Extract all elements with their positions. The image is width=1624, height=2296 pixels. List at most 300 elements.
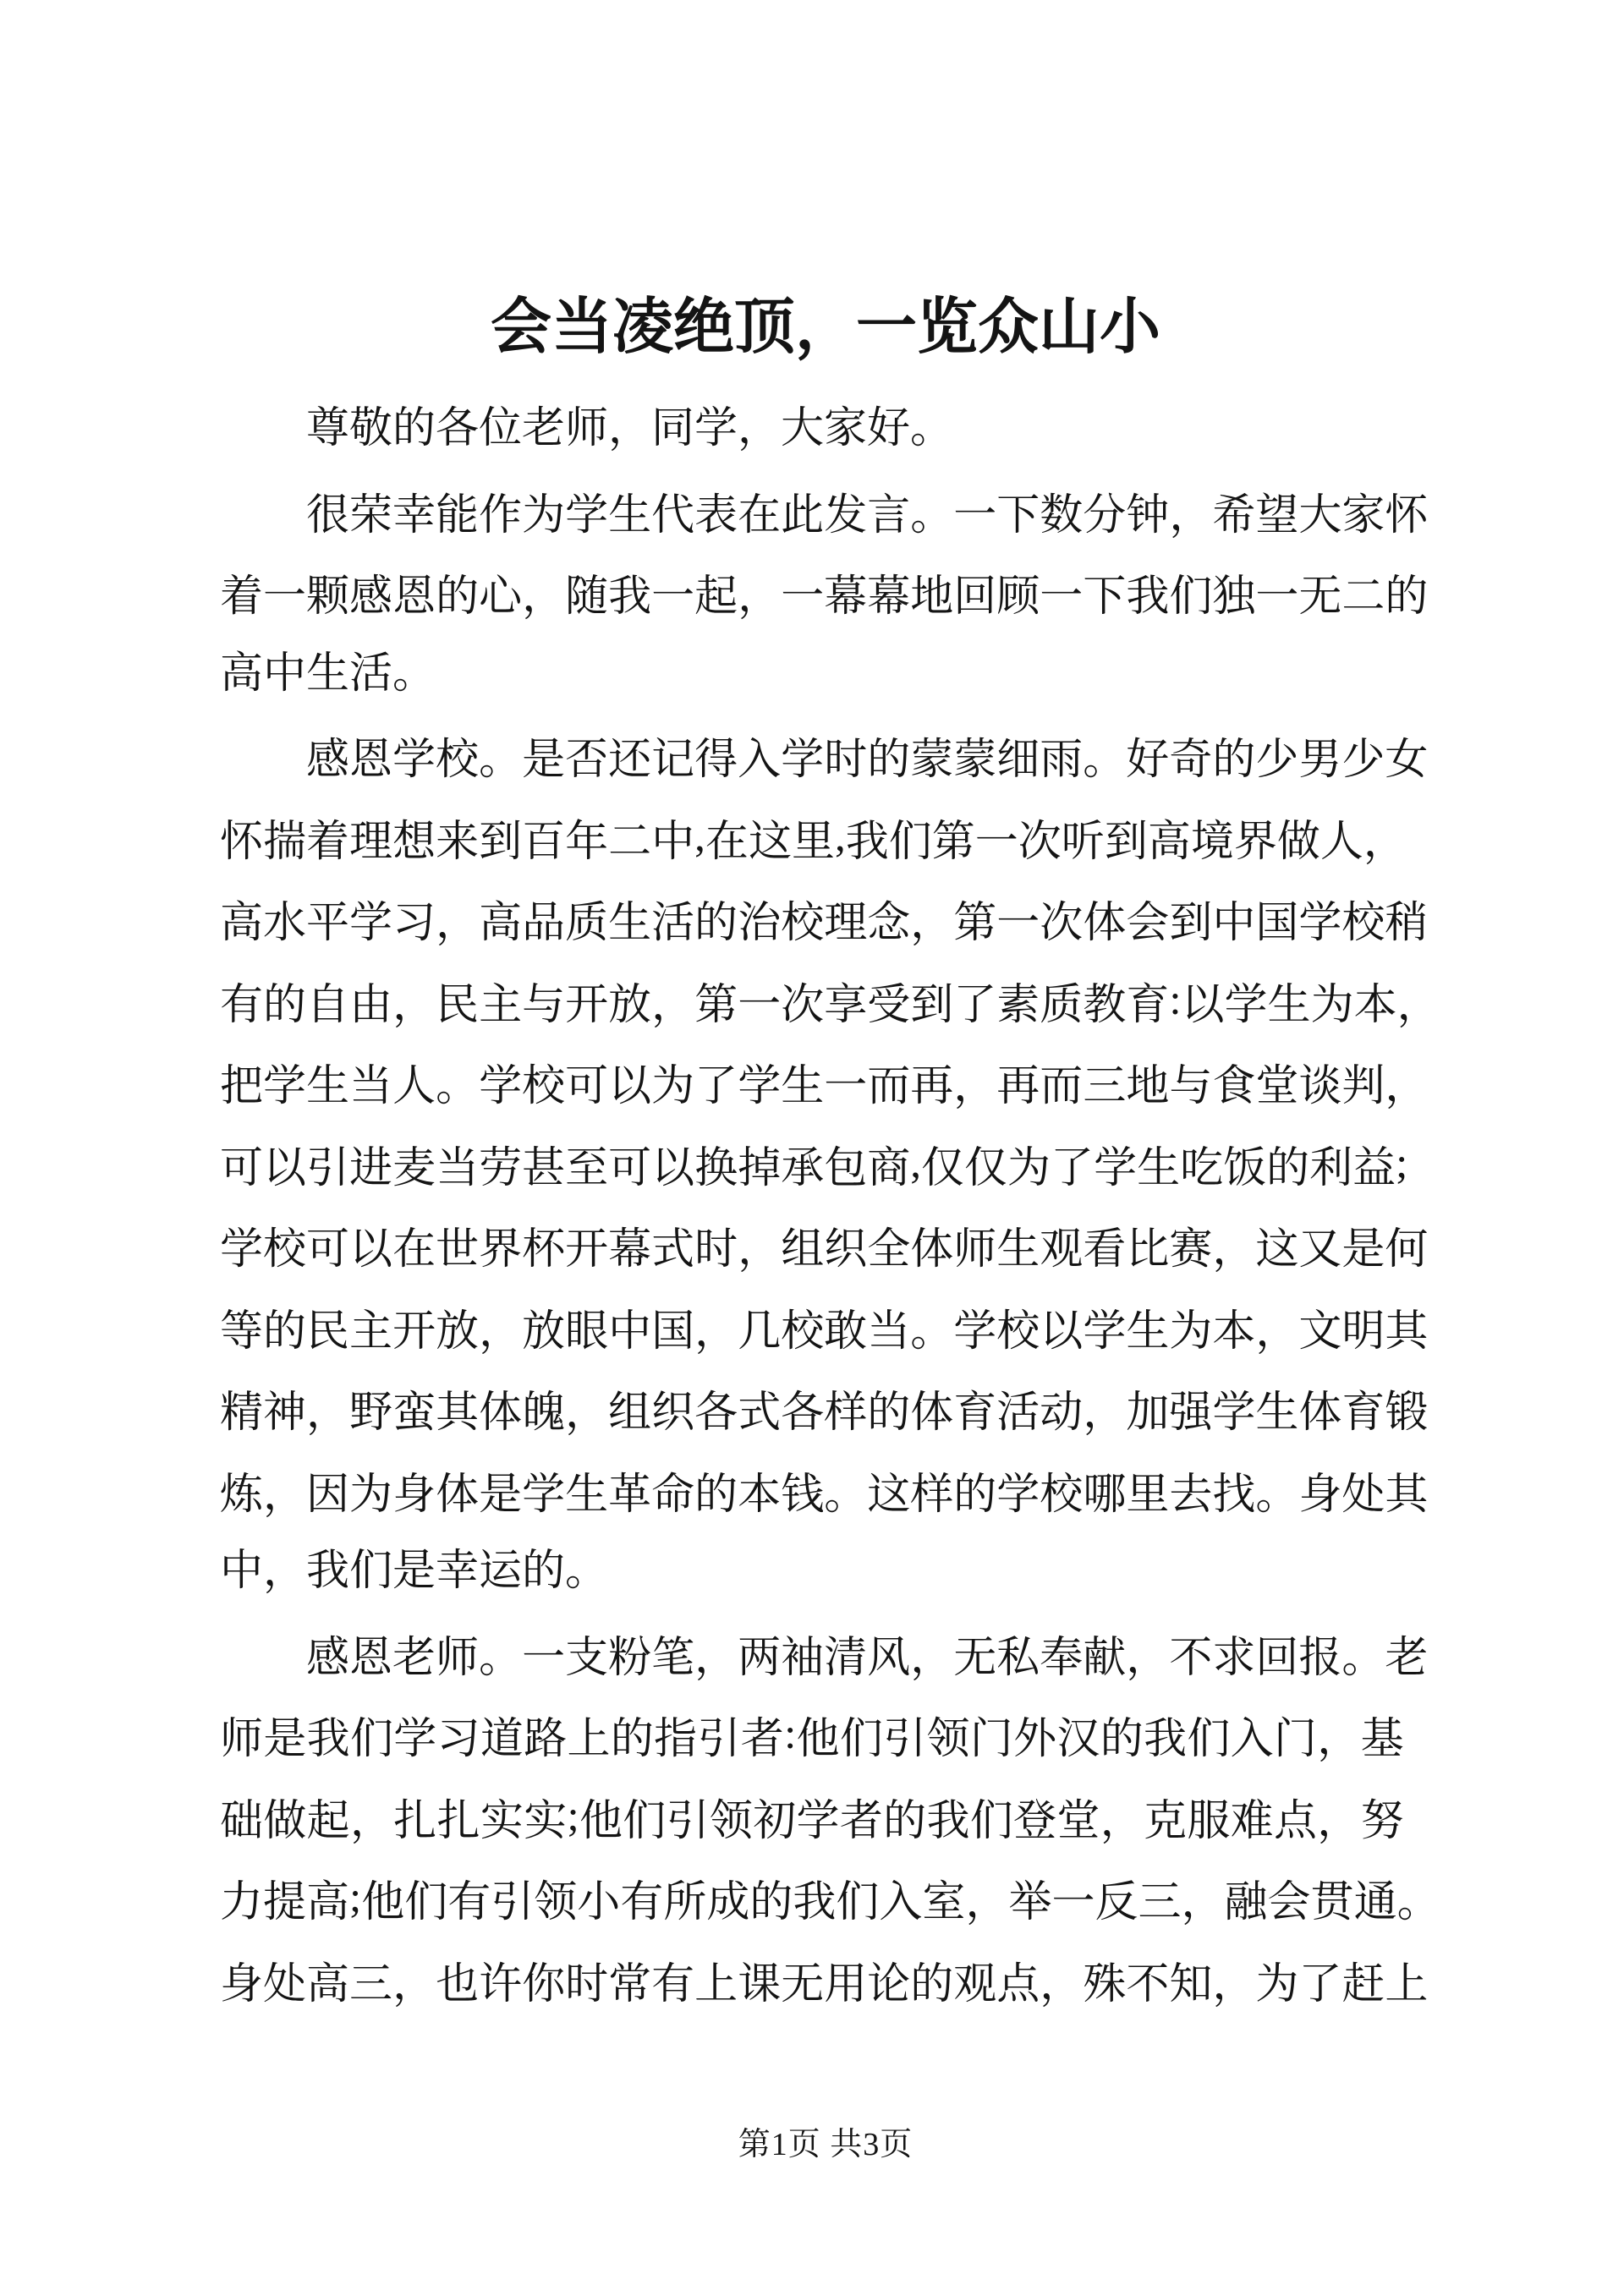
- body-char: 甚: [522, 1144, 566, 1192]
- body-char: 雨: [1040, 737, 1084, 785]
- body-char: 回: [953, 573, 997, 622]
- body-char: 一: [824, 1063, 868, 1111]
- body-char: 学: [393, 1716, 437, 1764]
- body-char: 百: [522, 818, 566, 866]
- body-char: 路: [524, 1716, 568, 1764]
- body-char: 作: [479, 491, 523, 540]
- body-char: 以: [608, 1063, 652, 1111]
- body-char: 蒙: [910, 737, 954, 785]
- body-char: 小: [577, 1879, 621, 1927]
- body-char: 回: [1255, 1634, 1299, 1682]
- body-line: [220, 1776, 1404, 1858]
- document-title: 会当凌绝顶，一览众山小: [490, 293, 1160, 361]
- body-char: 引: [697, 1716, 741, 1764]
- body-char: 荣: [349, 491, 393, 540]
- body-char: 其: [1385, 1471, 1429, 1519]
- body-char: 看: [1083, 1226, 1127, 1274]
- body-char: 加: [1126, 1389, 1170, 1438]
- body-char: 在: [392, 1226, 436, 1274]
- body-line: [220, 1123, 1408, 1205]
- body-char: 的: [263, 981, 307, 1029]
- body-char: 通: [1353, 1879, 1397, 1927]
- body-char: 又: [1298, 1226, 1342, 1274]
- body-line: [220, 1204, 1429, 1286]
- body-char: 进: [349, 1144, 393, 1192]
- body-char: 报: [1298, 1634, 1342, 1682]
- body-char: 当: [436, 1144, 480, 1192]
- body-char: ，: [1317, 1716, 1361, 1764]
- body-char: 全: [867, 1226, 911, 1274]
- body-char: ，: [738, 1226, 782, 1274]
- body-char: 的: [263, 1307, 307, 1356]
- body-char: 心: [479, 573, 523, 622]
- body-char: 为: [1007, 1144, 1051, 1192]
- body-char: 大: [1298, 491, 1342, 540]
- body-char: 三: [349, 1960, 393, 2008]
- body-char: 的: [910, 1960, 954, 2008]
- body-char: 领: [709, 1797, 753, 1845]
- body-line: [220, 1367, 1429, 1449]
- body-line: [220, 1694, 1404, 1776]
- body-char: 努: [1360, 1797, 1404, 1845]
- body-char: 扎: [393, 1797, 437, 1845]
- body-char: 人: [1320, 818, 1363, 866]
- body-char: 也: [436, 1960, 480, 2008]
- body-char: 可: [608, 1144, 652, 1192]
- body-char: 有: [651, 1960, 695, 2008]
- body-char: 幕: [867, 573, 911, 622]
- body-char: ，: [1385, 1063, 1429, 1111]
- body-char: 为: [651, 1063, 695, 1111]
- body-char: 生: [565, 1471, 609, 1519]
- body-line: [306, 715, 1429, 797]
- body-char: 会: [1267, 1879, 1311, 1927]
- body-char: 一: [996, 900, 1040, 948]
- body-char: ;: [349, 1874, 362, 1922]
- body-char: 教: [1083, 981, 1127, 1029]
- body-char: 实: [524, 1797, 568, 1845]
- body-char: 的: [867, 1389, 911, 1438]
- body-char: 分: [1083, 491, 1127, 540]
- body-char: 三: [1083, 1063, 1127, 1111]
- body-char: 是: [479, 1471, 523, 1519]
- body-char: 我: [926, 1797, 970, 1845]
- body-char: 我: [845, 818, 889, 866]
- body-char: 主: [349, 1307, 393, 1356]
- body-char: 一: [953, 491, 997, 540]
- body-char: 入: [738, 737, 782, 785]
- body-char: 利: [1309, 1144, 1353, 1192]
- body-char: 放: [522, 1307, 566, 1356]
- body-char: 蛮: [392, 1389, 436, 1438]
- body-char: 眼: [565, 1307, 609, 1356]
- body-char: 生: [1255, 1389, 1299, 1438]
- body-char: 等: [220, 1307, 264, 1356]
- body-char: 校: [263, 1226, 307, 1274]
- body-char: 两: [738, 1634, 782, 1682]
- body-char: 生: [1267, 981, 1311, 1029]
- body-char: 幸: [392, 491, 436, 540]
- body-char: 们: [623, 1797, 667, 1845]
- body-char: 了: [953, 981, 997, 1029]
- body-char: 校: [1040, 1471, 1084, 1519]
- body-char: 独: [1212, 573, 1256, 622]
- body-char: :: [784, 1711, 797, 1759]
- body-char: 掉: [738, 1144, 782, 1192]
- body-char: ，: [306, 1389, 350, 1438]
- body-line: 中，我们是幸运的。: [220, 1548, 609, 1595]
- body-char: 引: [883, 1716, 927, 1764]
- body-char: 做: [263, 1797, 307, 1845]
- body-char: 克: [1144, 1797, 1188, 1845]
- body-char: 为: [1310, 981, 1354, 1029]
- body-line: [220, 1041, 1429, 1123]
- body-char: 师: [953, 1226, 997, 1274]
- body-char: 你: [522, 1960, 566, 2008]
- body-char: 享: [824, 981, 868, 1029]
- body-char: 所: [663, 1879, 707, 1927]
- body-char: 少: [1341, 737, 1385, 785]
- body-char: 当: [349, 1063, 393, 1111]
- body-char: 本: [738, 1471, 782, 1519]
- body-char: ，: [1255, 1307, 1299, 1356]
- body-char: 主: [479, 981, 523, 1029]
- body-char: 的: [1266, 1144, 1310, 1192]
- body-char: 举: [1008, 1879, 1052, 1927]
- body-char: 细: [996, 737, 1040, 785]
- body-char: 是: [1341, 1226, 1385, 1274]
- body-char: ，: [1212, 1226, 1256, 1274]
- body-char: 承: [781, 1144, 825, 1192]
- body-char: 观: [953, 1960, 997, 2008]
- body-char: 判: [1341, 1063, 1385, 1111]
- body-char: 不: [1126, 1960, 1170, 2008]
- body-char: 。: [1255, 1471, 1299, 1519]
- body-char: 。: [910, 491, 954, 540]
- body-char: 地: [910, 573, 954, 622]
- body-char: 生: [608, 900, 652, 948]
- body-char: 否: [565, 737, 609, 785]
- body-char: 外: [1013, 1716, 1057, 1764]
- body-char: 式: [738, 1389, 782, 1438]
- body-char: 在: [738, 491, 782, 540]
- body-char: 校: [436, 737, 480, 785]
- body-char: 生: [608, 491, 652, 540]
- body-char: 。: [1083, 737, 1127, 785]
- body-char: 。: [910, 1307, 954, 1356]
- body-char: 二: [608, 818, 652, 866]
- body-char: 仅: [921, 1144, 965, 1192]
- body-char: 蒙: [953, 737, 997, 785]
- body-char: 这: [1255, 1226, 1299, 1274]
- body-char: 得: [694, 737, 738, 785]
- body-char: 水: [263, 900, 307, 948]
- body-char: 界: [1233, 818, 1277, 866]
- body-char: ，: [965, 1879, 1009, 1927]
- body-char: 课: [738, 1960, 782, 2008]
- body-char: 二: [1341, 573, 1385, 622]
- body-char: 到: [479, 818, 523, 866]
- body-line: [220, 960, 1440, 1042]
- body-char: 们: [404, 1879, 448, 1927]
- body-char: 织: [824, 1226, 868, 1274]
- body-char: 们: [839, 1716, 883, 1764]
- body-char: 支: [565, 1634, 609, 1682]
- body-char: 各: [781, 1389, 825, 1438]
- body-char: 上: [1385, 1960, 1429, 2008]
- body-char: 革: [608, 1471, 652, 1519]
- body-char: 上: [694, 1960, 738, 2008]
- body-char: 魄: [522, 1389, 566, 1438]
- body-line: [220, 1449, 1429, 1532]
- body-char: 有: [447, 1879, 491, 1927]
- body-char: 无: [953, 1634, 997, 1682]
- body-char: ，: [910, 1634, 954, 1682]
- body-char: 风: [867, 1634, 911, 1682]
- body-char: 代: [651, 491, 695, 540]
- body-char: 生: [1126, 1307, 1170, 1356]
- body-char: 民: [436, 981, 480, 1029]
- body-char: 的: [610, 1716, 654, 1764]
- body-char: 怀: [1385, 491, 1429, 540]
- body-char: 学: [522, 1471, 566, 1519]
- body-char: 希: [1212, 491, 1256, 540]
- body-char: 时: [565, 1960, 609, 2008]
- body-char: 们: [969, 1797, 1013, 1845]
- body-char: ，: [910, 900, 954, 948]
- body-char: 次: [781, 981, 825, 1029]
- body-char: 可: [220, 1144, 264, 1192]
- body-char: 的: [1212, 737, 1256, 785]
- body-char: ，: [1126, 1634, 1170, 1682]
- body-char: 袖: [781, 1634, 825, 1682]
- body-char: 门: [1273, 1716, 1317, 1764]
- body-char: 生: [996, 1226, 1040, 1274]
- body-char: 的: [694, 900, 738, 948]
- body-char: 们: [349, 1716, 393, 1764]
- body-char: 时: [824, 737, 868, 785]
- body-char: 幕: [608, 1226, 652, 1274]
- body-line: 尊敬的各位老师，同学，大家好。: [306, 405, 954, 452]
- body-char: 好: [1126, 737, 1170, 785]
- body-char: 几: [738, 1307, 782, 1356]
- body-char: 下: [1083, 573, 1127, 622]
- body-char: 成: [706, 1879, 750, 1927]
- body-char: 当: [867, 1307, 911, 1356]
- body-char: ，: [1396, 981, 1440, 1029]
- body-char: 师: [220, 1716, 264, 1764]
- body-char: 年: [565, 818, 609, 866]
- body-char: 恩: [349, 737, 393, 785]
- body-char: 校: [522, 1063, 566, 1111]
- body-char: 次: [1018, 818, 1062, 866]
- body-char: 麦: [392, 1144, 436, 1192]
- body-char: 高: [220, 900, 264, 948]
- body-char: 有: [620, 1879, 664, 1927]
- body-char: 中: [1212, 900, 1256, 948]
- body-char: 何: [1385, 1226, 1429, 1274]
- body-char: 我: [1144, 1716, 1188, 1764]
- body-char: 次: [1040, 900, 1084, 948]
- body-char: 引: [306, 1144, 350, 1192]
- body-char: 。: [479, 1634, 523, 1682]
- body-char: 无: [1298, 573, 1342, 622]
- body-char: 钟: [1126, 491, 1170, 540]
- body-char: 老: [1385, 1634, 1429, 1682]
- body-char: 来: [436, 818, 480, 866]
- body-char: 由: [349, 981, 393, 1029]
- body-char: 这: [867, 1471, 911, 1519]
- body-char: :: [1169, 976, 1182, 1024]
- body-char: 顾: [996, 573, 1040, 622]
- body-char: 校: [781, 1307, 825, 1356]
- body-char: 。: [479, 737, 523, 785]
- body-char: 强: [1169, 1389, 1213, 1438]
- body-char: 数: [1040, 491, 1084, 540]
- body-char: 师: [436, 1634, 480, 1682]
- body-char: 一: [1051, 1879, 1095, 1927]
- body-char: 了: [1051, 1144, 1095, 1192]
- body-char: ,: [694, 813, 705, 861]
- body-char: 第: [694, 981, 738, 1029]
- body-char: 组: [608, 1389, 652, 1438]
- body-char: 学: [1094, 1144, 1138, 1192]
- body-char: ，: [522, 573, 566, 622]
- body-char: 中: [608, 1307, 652, 1356]
- body-char: 求: [1212, 1634, 1256, 1682]
- body-char: ，: [436, 900, 480, 948]
- body-char: 的: [1100, 1716, 1144, 1764]
- body-char: 为: [1255, 1960, 1299, 2008]
- body-char: 的: [883, 1797, 927, 1845]
- body-char: 育: [1126, 981, 1170, 1029]
- body-char: 地: [1126, 1063, 1170, 1111]
- body-char: ，: [1363, 818, 1407, 866]
- body-char: 堂: [1056, 1797, 1100, 1845]
- body-line: 高中生活。: [220, 649, 436, 698]
- body-char: 校: [781, 900, 825, 948]
- body-char: ，: [694, 1307, 738, 1356]
- body-char: 为: [349, 1471, 393, 1519]
- body-char: 室: [922, 1879, 966, 1927]
- body-char: 们: [1169, 573, 1213, 622]
- body-char: 学: [796, 1797, 840, 1845]
- body-char: 难: [1230, 1797, 1274, 1845]
- body-char: 为: [1169, 1307, 1213, 1356]
- body-char: 体: [1298, 1389, 1342, 1438]
- body-char: 引: [491, 1879, 535, 1927]
- body-char: 。: [1341, 1634, 1385, 1682]
- body-char: 做: [1276, 818, 1320, 866]
- body-char: 里: [1126, 1471, 1170, 1519]
- body-char: 有: [220, 981, 264, 1029]
- body-char: 处: [263, 1960, 307, 2008]
- body-char: 国: [1255, 900, 1299, 948]
- body-char: 赶: [1341, 1960, 1385, 2008]
- body-char: 我: [793, 1879, 837, 1927]
- body-char: 着: [220, 573, 264, 622]
- body-char: ,: [834, 813, 846, 861]
- body-char: 神: [263, 1389, 307, 1438]
- body-char: ，: [1181, 1879, 1225, 1927]
- body-char: 下: [996, 491, 1040, 540]
- body-char: 老: [392, 1634, 436, 1682]
- body-char: 贯: [1310, 1879, 1354, 1927]
- body-char: 私: [996, 1634, 1040, 1682]
- body-char: 体: [479, 1389, 523, 1438]
- body-char: 野: [349, 1389, 393, 1438]
- body-char: 而: [1040, 1063, 1084, 1111]
- body-char: 其: [436, 1389, 480, 1438]
- body-char: 世: [436, 1226, 480, 1274]
- body-char: 不: [1169, 1634, 1213, 1682]
- body-char: 饭: [1223, 1144, 1267, 1192]
- body-char: 中: [651, 818, 695, 866]
- body-char: 一: [974, 818, 1018, 866]
- body-char: 我: [306, 1716, 350, 1764]
- body-char: 堂: [1255, 1063, 1299, 1111]
- body-char: 怀: [220, 818, 264, 866]
- body-char: 哪: [1083, 1471, 1127, 1519]
- body-char: 学: [220, 1226, 264, 1274]
- body-char: 治: [738, 900, 782, 948]
- body-char: 的: [1385, 573, 1429, 622]
- body-char: 领: [534, 1879, 578, 1927]
- body-line: [220, 1286, 1429, 1368]
- body-char: 提: [263, 1879, 307, 1927]
- body-char: 笔: [651, 1634, 695, 1682]
- body-char: 境: [1190, 818, 1234, 866]
- body-char: 生: [781, 1063, 825, 1111]
- body-char: ，: [392, 981, 436, 1029]
- body-char: 他: [796, 1716, 840, 1764]
- body-char: 发: [824, 491, 868, 540]
- body-char: 民: [306, 1307, 350, 1356]
- body-char: 学: [1212, 1389, 1256, 1438]
- body-char: 了: [1298, 1960, 1342, 2008]
- body-char: 式: [651, 1226, 695, 1274]
- body-char: 高: [306, 1879, 350, 1927]
- body-char: 明: [1341, 1307, 1385, 1356]
- body-char: 恩: [349, 1634, 393, 1682]
- body-char: 开: [565, 981, 609, 1029]
- body-char: 领: [926, 1716, 970, 1764]
- body-char: 食: [1212, 1063, 1256, 1111]
- body-char: 开: [392, 1307, 436, 1356]
- body-char: 奇: [1169, 737, 1213, 785]
- body-char: 本: [1353, 981, 1397, 1029]
- body-char: 着: [306, 818, 350, 866]
- body-char: 学: [392, 737, 436, 785]
- body-char: 望: [1255, 491, 1299, 540]
- body-char: 以: [1181, 981, 1225, 1029]
- body-char: 他: [361, 1879, 405, 1927]
- body-char: 可: [306, 1226, 350, 1274]
- body-char: ，: [953, 1063, 997, 1111]
- body-char: 身: [1298, 1471, 1342, 1519]
- body-char: ，: [392, 1960, 436, 2008]
- body-char: 商: [867, 1144, 911, 1192]
- body-char: 者: [839, 1797, 883, 1845]
- body-char: ，: [1212, 1960, 1256, 2008]
- body-char: 融: [1224, 1879, 1268, 1927]
- body-char: 自: [306, 981, 350, 1029]
- body-char: 一: [651, 573, 695, 622]
- body-char: 再: [996, 1063, 1040, 1111]
- body-char: 杯: [522, 1226, 566, 1274]
- body-char: 生: [1137, 1144, 1181, 1192]
- body-char: 点: [996, 1960, 1040, 2008]
